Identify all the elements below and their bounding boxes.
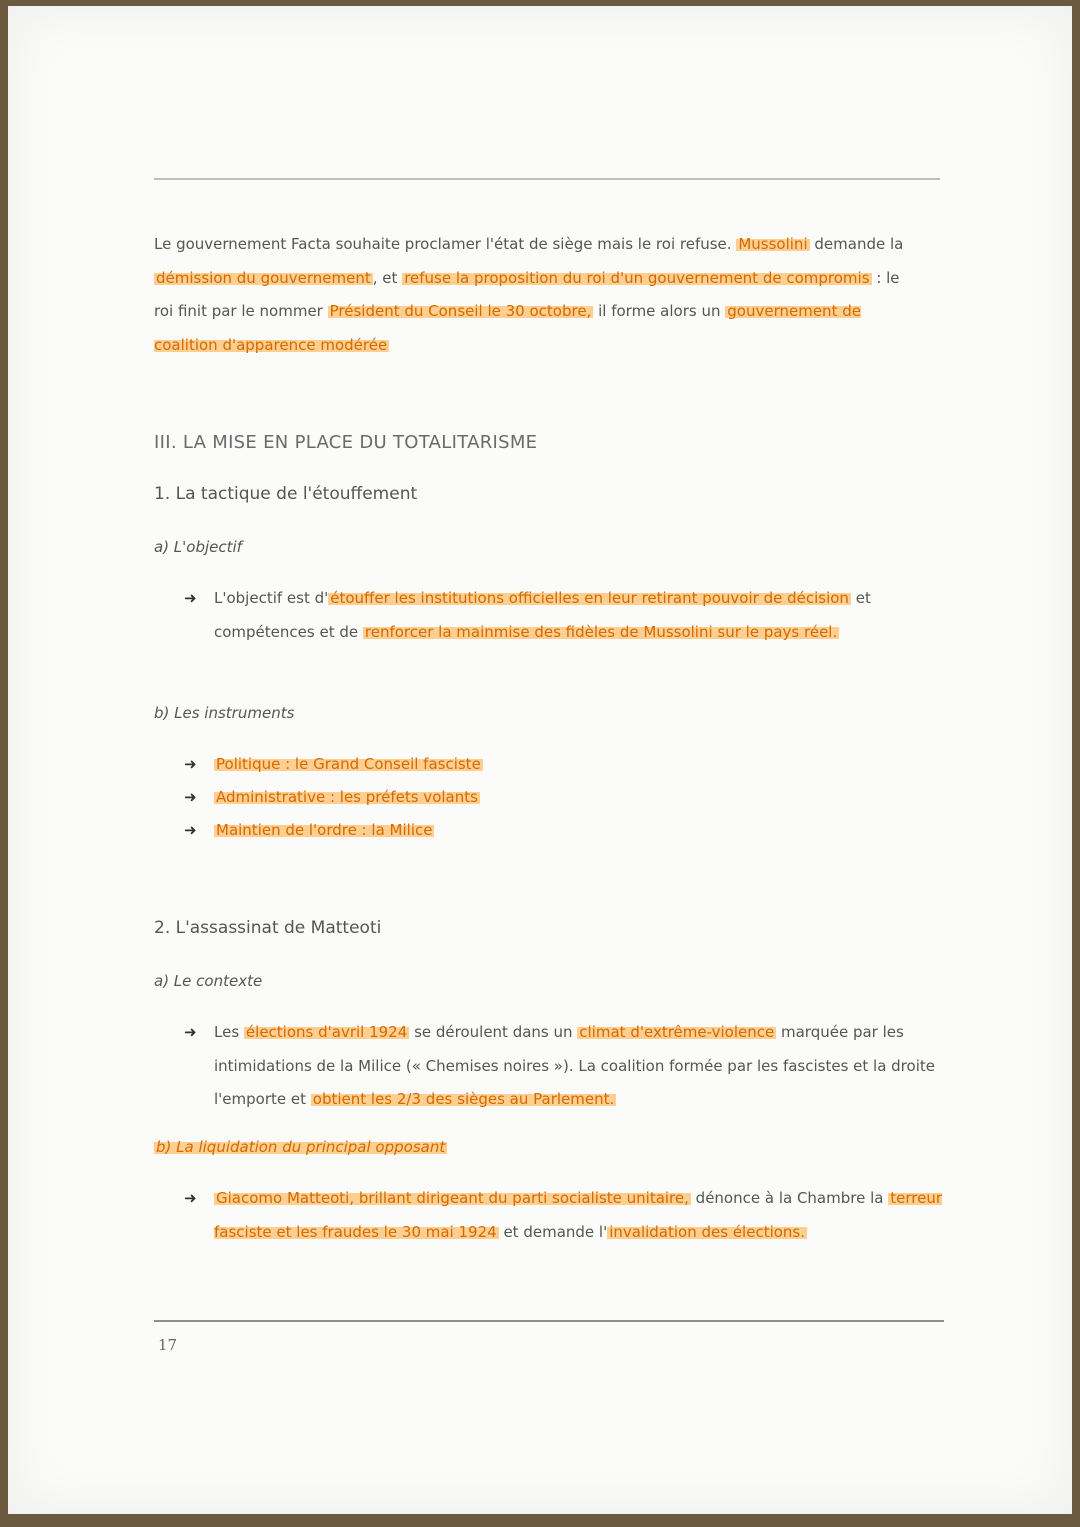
text-run: : le roi finit par le nommer xyxy=(154,268,900,320)
right-arrow-icon: ➜ xyxy=(184,788,197,806)
text-run: Les xyxy=(214,1023,240,1041)
right-arrow-icon: ➜ xyxy=(184,1023,197,1041)
top-divider xyxy=(154,178,940,180)
text-run: et compétences et de xyxy=(214,589,871,641)
right-arrow-icon: ➜ xyxy=(184,589,197,607)
highlight: Administrative : les préfets volants xyxy=(216,788,478,806)
highlight: invalidation des élections. xyxy=(609,1222,806,1241)
highlight: démission du gouvernement xyxy=(156,268,371,287)
highlight: Président du Conseil le 30 octobre, xyxy=(329,302,592,320)
text-run: il forme alors un xyxy=(598,302,721,320)
right-arrow-icon: ➜ xyxy=(184,821,197,839)
highlight: Politique : le Grand Conseil fasciste xyxy=(216,755,481,773)
text-run: et demande l' xyxy=(503,1222,608,1241)
highlight: b) La liquidation du principal opposant xyxy=(156,1138,446,1156)
list-item xyxy=(184,1016,944,1117)
text-run: dénonce à la Chambre la xyxy=(695,1189,884,1207)
highlight: renforcer la mainmise des fidèles de Mussolini sur le pays réel. xyxy=(364,622,838,641)
footer-divider xyxy=(154,1320,944,1322)
highlight: terreur fasciste et les fraudes le 30 mai 1924 xyxy=(214,1189,942,1241)
list-item xyxy=(184,1182,944,1249)
item-title: a) L'objectif xyxy=(154,538,242,556)
subsection-title: 1. La tactique de l'étouffement xyxy=(154,484,418,504)
opponent-list xyxy=(184,1182,944,1249)
item-title: b) Les instruments xyxy=(154,704,295,722)
text-run: se déroulent dans un xyxy=(414,1023,573,1041)
subsection-title: 2. L'assassinat de Matteoti xyxy=(154,918,382,938)
intro-paragraph xyxy=(154,228,914,362)
objective-list xyxy=(184,582,944,649)
page-number: 17 xyxy=(158,1336,178,1354)
text-run: Le gouvernement Facta souhaite proclamer l'état de siège mais le roi refuse. xyxy=(154,235,732,253)
context-list xyxy=(184,1016,944,1117)
right-arrow-icon: ➜ xyxy=(184,755,197,773)
highlight: Mussolini xyxy=(738,235,808,253)
highlight: refuse la proposition du roi d'un gouvernement de compromis xyxy=(404,268,870,287)
text-run: , et xyxy=(372,268,398,287)
section-title: III. LA MISE EN PLACE DU TOTALITARISME xyxy=(154,432,538,453)
text-run: marquée par les intimidations de la Milice (« Chemises noires »). La coalition formée par les fascistes et la droite l'emporte et xyxy=(214,1023,935,1108)
highlight: climat d'extrême-violence xyxy=(579,1023,775,1041)
text-run: demande la xyxy=(814,235,904,253)
list-item xyxy=(184,582,944,649)
highlight: élections d'avril 1924 xyxy=(245,1023,408,1041)
list-item xyxy=(184,781,944,814)
document-page xyxy=(8,6,1072,1514)
item-title: a) Le contexte xyxy=(154,972,263,990)
right-arrow-icon: ➜ xyxy=(184,1189,197,1207)
list-item xyxy=(184,748,944,781)
instruments-list xyxy=(184,748,944,847)
text-run: L'objectif est d' xyxy=(214,589,329,607)
highlight: Giacomo Matteoti, brillant dirigeant du parti socialiste unitaire, xyxy=(216,1189,689,1207)
highlight: Maintien de l'ordre : la Milice xyxy=(216,821,433,839)
highlight: obtient les 2/3 des sièges au Parlement. xyxy=(312,1090,615,1108)
highlight: étouffer les institutions officielles en leur retirant pouvoir de décision xyxy=(330,589,849,607)
list-item xyxy=(184,814,944,847)
item-title xyxy=(154,1138,447,1156)
highlight: gouvernement de coalition d'apparence modérée xyxy=(154,302,861,354)
